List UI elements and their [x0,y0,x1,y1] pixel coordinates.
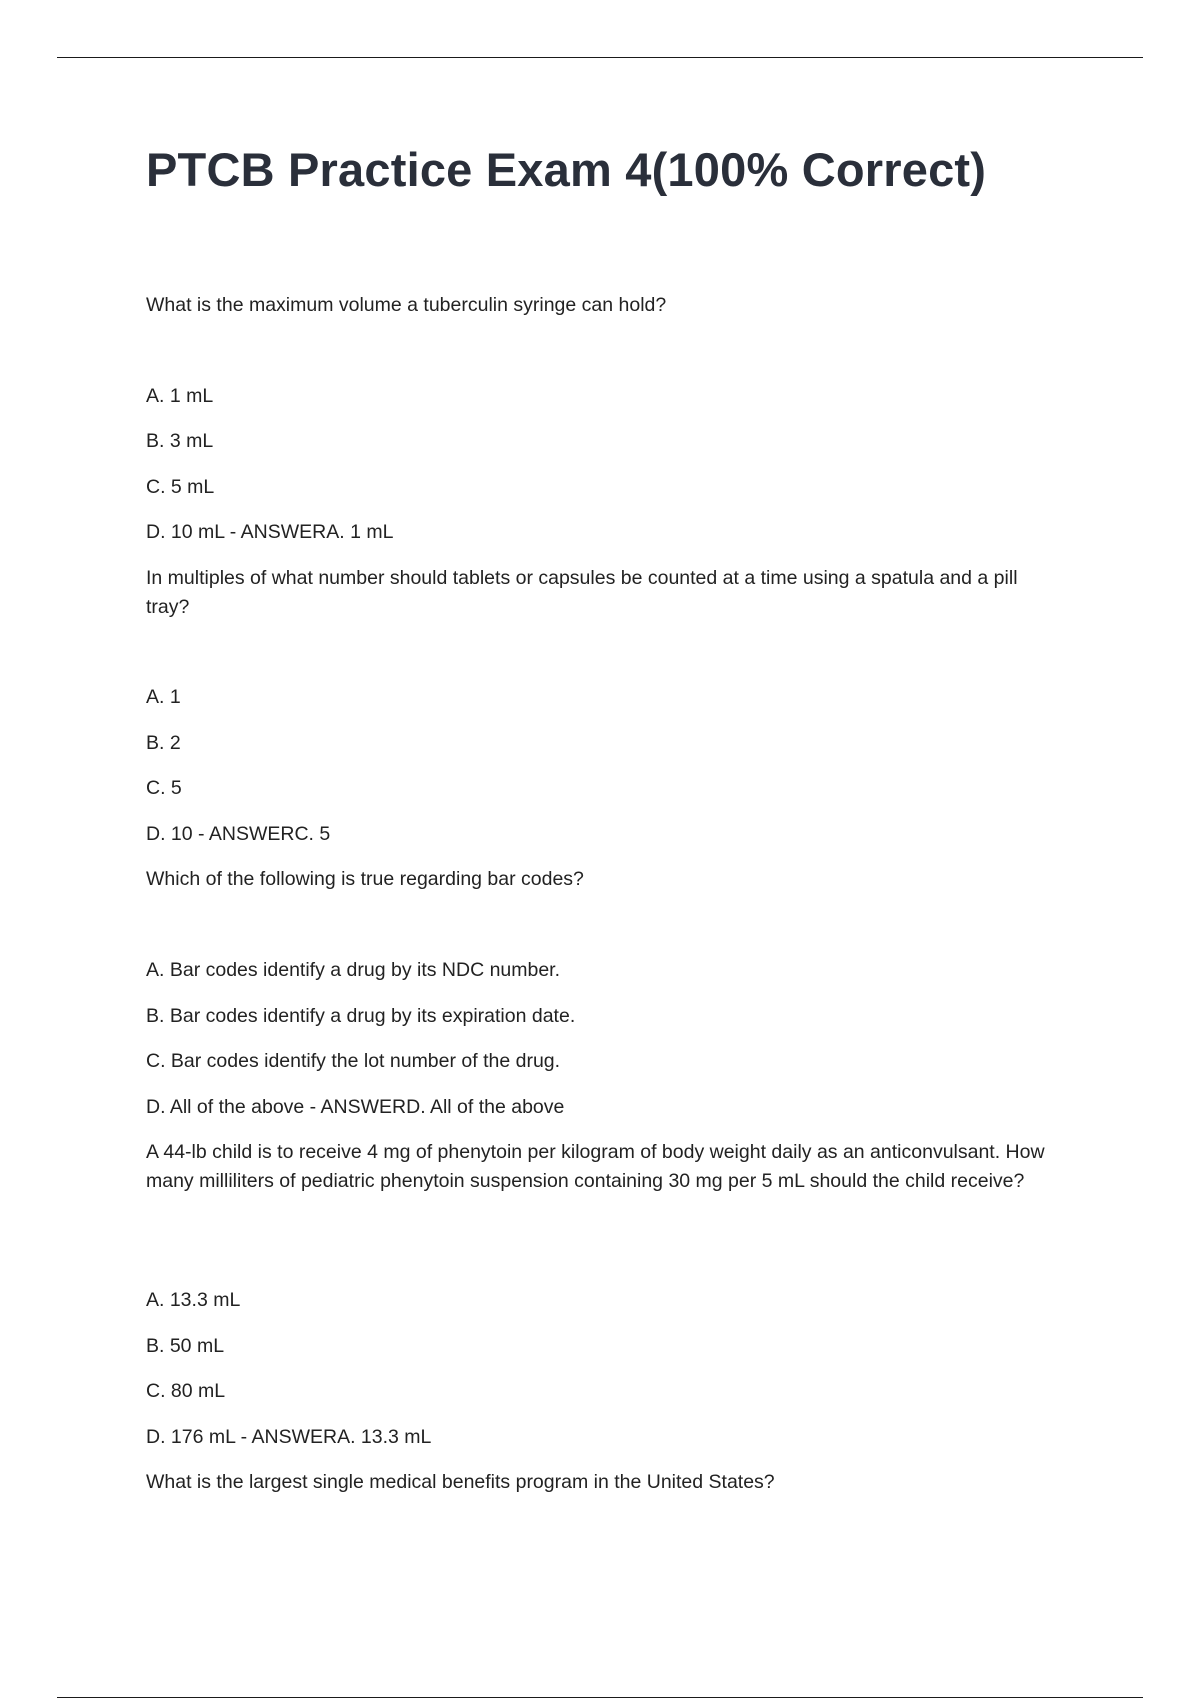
question-2-option-b: B. 2 [146,732,181,754]
question-1-option-c: C. 5 mL [146,476,215,498]
question-3-option-c: C. Bar codes identify the lot number of the drug. [146,1050,561,1072]
question-4-option-b: B. 50 mL [146,1335,225,1357]
question-5: What is the largest single medical benefits program in the United States? [146,1471,775,1493]
question-3-option-a: A. Bar codes identify a drug by its NDC number. [146,959,561,981]
question-1-option-d-answer: D. 10 mL - ANSWERA. 1 mL [146,521,394,543]
question-2-option-d-answer: D. 10 - ANSWERC. 5 [146,823,331,845]
question-4: A 44-lb child is to receive 4 mg of phenytoin per kilogram of body weight daily as an anticonvulsant. How many milliliters of pediatric phenytoin suspension containing 30 mg per 5 mL should the child receive? [146,1141,1045,1192]
question-1-option-b: B. 3 mL [146,430,214,452]
question-4-option-c: C. 80 mL [146,1380,226,1402]
question-1: What is the maximum volume a tuberculin syringe can hold? [146,294,667,316]
question-2-option-a: A. 1 [146,686,181,708]
question-3-option-d-answer: D. All of the above - ANSWERD. All of the above [146,1096,565,1118]
question-2: In multiples of what number should tablets or capsules be counted at a time using a spatula and a pill tray? [146,567,1018,618]
question-4-option-a: A. 13.3 mL [146,1289,241,1311]
question-4-option-d-answer: D. 176 mL - ANSWERA. 13.3 mL [146,1426,432,1448]
question-2-option-c: C. 5 [146,777,182,799]
document-title: PTCB Practice Exam 4(100% Correct) [146,143,987,196]
question-3-option-b: B. Bar codes identify a drug by its expiration date. [146,1005,576,1027]
footer-rule [57,1697,1143,1698]
question-1-option-a: A. 1 mL [146,385,214,407]
header-rule [57,57,1143,58]
question-3: Which of the following is true regarding bar codes? [146,868,584,890]
